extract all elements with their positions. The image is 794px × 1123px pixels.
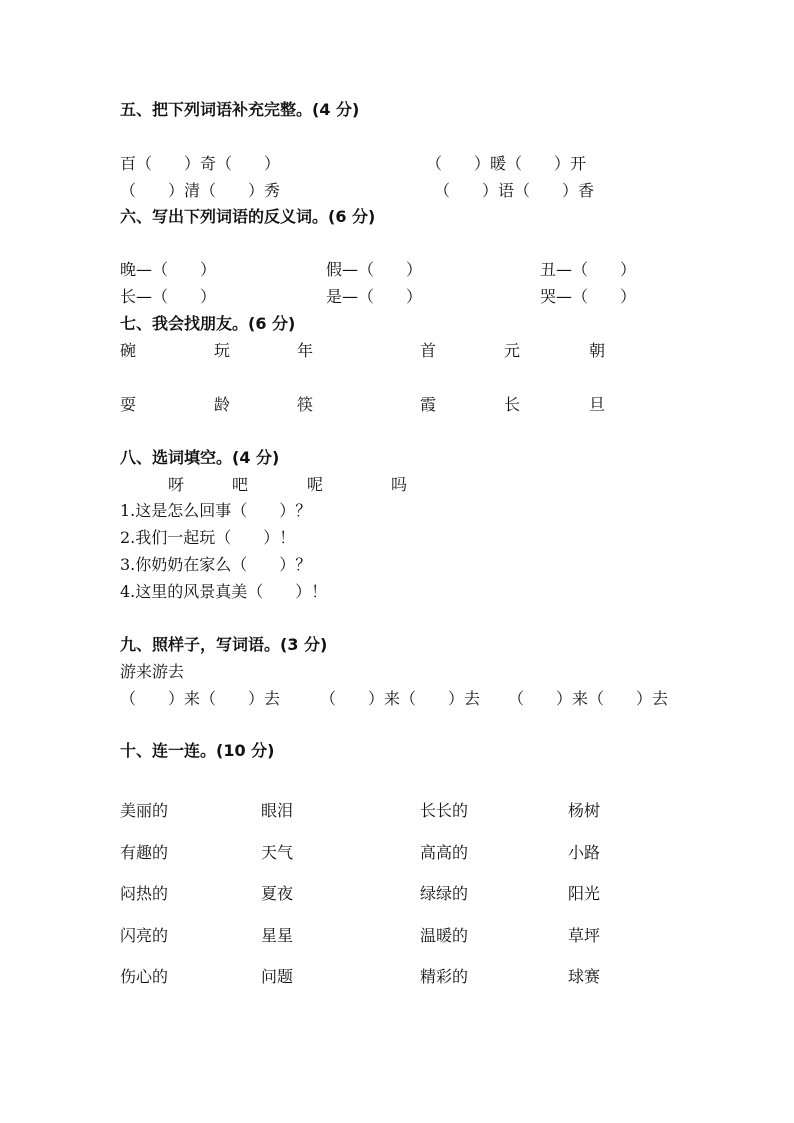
s8-item-2: 2.我们一起玩（ ）！	[120, 528, 296, 547]
s7-r2-c1: 耍	[120, 395, 137, 414]
s5-row2-left: （ ）清（ ）秀	[120, 181, 281, 200]
s10-r4-c4: 草坪	[568, 926, 601, 945]
section-7-heading: 七、我会找朋友。(6 分)	[120, 314, 296, 333]
s5-row2-right: （ ）语（ ）香	[434, 181, 595, 200]
s9-blank-2: （ ）来（ ）去	[320, 689, 481, 708]
s7-r2-c2: 龄	[214, 395, 231, 414]
section-8-heading: 八、选词填空。(4 分)	[120, 448, 280, 467]
s7-r1-c1: 碗	[120, 341, 137, 360]
s10-r1-c4: 杨树	[568, 801, 601, 820]
section-5-heading: 五、把下列词语补充完整。(4 分)	[120, 100, 360, 119]
s10-r4-c1: 闪亮的	[120, 926, 169, 945]
s6-r1-c1: 晚—（ ）	[120, 260, 217, 279]
s7-r2-c3: 筷	[297, 395, 314, 414]
s9-blank-3: （ ）来（ ）去	[508, 689, 669, 708]
s7-r2-c6: 旦	[589, 395, 606, 414]
s8-word-3: 呢	[307, 475, 324, 494]
s10-r1-c3: 长长的	[420, 801, 469, 820]
s10-r3-c1: 闷热的	[120, 884, 169, 903]
s7-r1-c3: 年	[297, 341, 314, 360]
s10-r5-c3: 精彩的	[420, 967, 469, 986]
s10-r5-c1: 伤心的	[120, 967, 169, 986]
s8-word-4: 吗	[391, 475, 408, 494]
s8-word-2: 吧	[232, 475, 249, 494]
s10-r2-c4: 小路	[568, 843, 601, 862]
s10-r2-c3: 高高的	[420, 843, 469, 862]
s8-item-3: 3.你奶奶在家么（ ）？	[120, 555, 312, 574]
s6-r1-c2: 假—（ ）	[326, 260, 423, 279]
section-10-heading: 十、连一连。(10 分)	[120, 741, 275, 760]
s8-word-1: 呀	[168, 475, 185, 494]
s7-r1-c2: 玩	[214, 341, 231, 360]
s7-r2-c5: 长	[504, 395, 521, 414]
s10-r2-c2: 天气	[261, 843, 294, 862]
s10-r5-c2: 问题	[261, 967, 294, 986]
s10-r4-c2: 星星	[261, 926, 294, 945]
s10-r1-c2: 眼泪	[261, 801, 294, 820]
s7-r1-c5: 元	[504, 341, 521, 360]
s5-row1-right: （ ）暖（ ）开	[426, 154, 587, 173]
section-9-heading: 九、照样子，写词语。(3 分)	[120, 635, 328, 654]
s10-r5-c4: 球赛	[568, 967, 601, 986]
s8-item-4: 4.这里的风景真美（ ）！	[120, 582, 328, 601]
s7-r2-c4: 霞	[420, 395, 437, 414]
s10-r4-c3: 温暖的	[420, 926, 469, 945]
s10-r3-c4: 阳光	[568, 884, 601, 903]
s6-r1-c3: 丑—（ ）	[540, 260, 637, 279]
s6-r2-c3: 哭—（ ）	[540, 287, 637, 306]
s6-r2-c2: 是—（ ）	[326, 287, 423, 306]
s10-r3-c2: 夏夜	[261, 884, 294, 903]
section-6-heading: 六、写出下列词语的反义词。(6 分)	[120, 207, 376, 226]
s9-example: 游来游去	[120, 662, 185, 681]
s6-r2-c1: 长—（ ）	[120, 287, 217, 306]
s10-r1-c1: 美丽的	[120, 801, 169, 820]
s10-r3-c3: 绿绿的	[420, 884, 469, 903]
s7-r1-c4: 首	[420, 341, 437, 360]
s8-item-1: 1.这是怎么回事（ ）？	[120, 501, 312, 520]
s7-r1-c6: 朝	[589, 341, 606, 360]
s5-row1-left: 百（ ）奇（ ）	[120, 154, 281, 173]
s10-r2-c1: 有趣的	[120, 843, 169, 862]
s9-blank-1: （ ）来（ ）去	[120, 689, 281, 708]
